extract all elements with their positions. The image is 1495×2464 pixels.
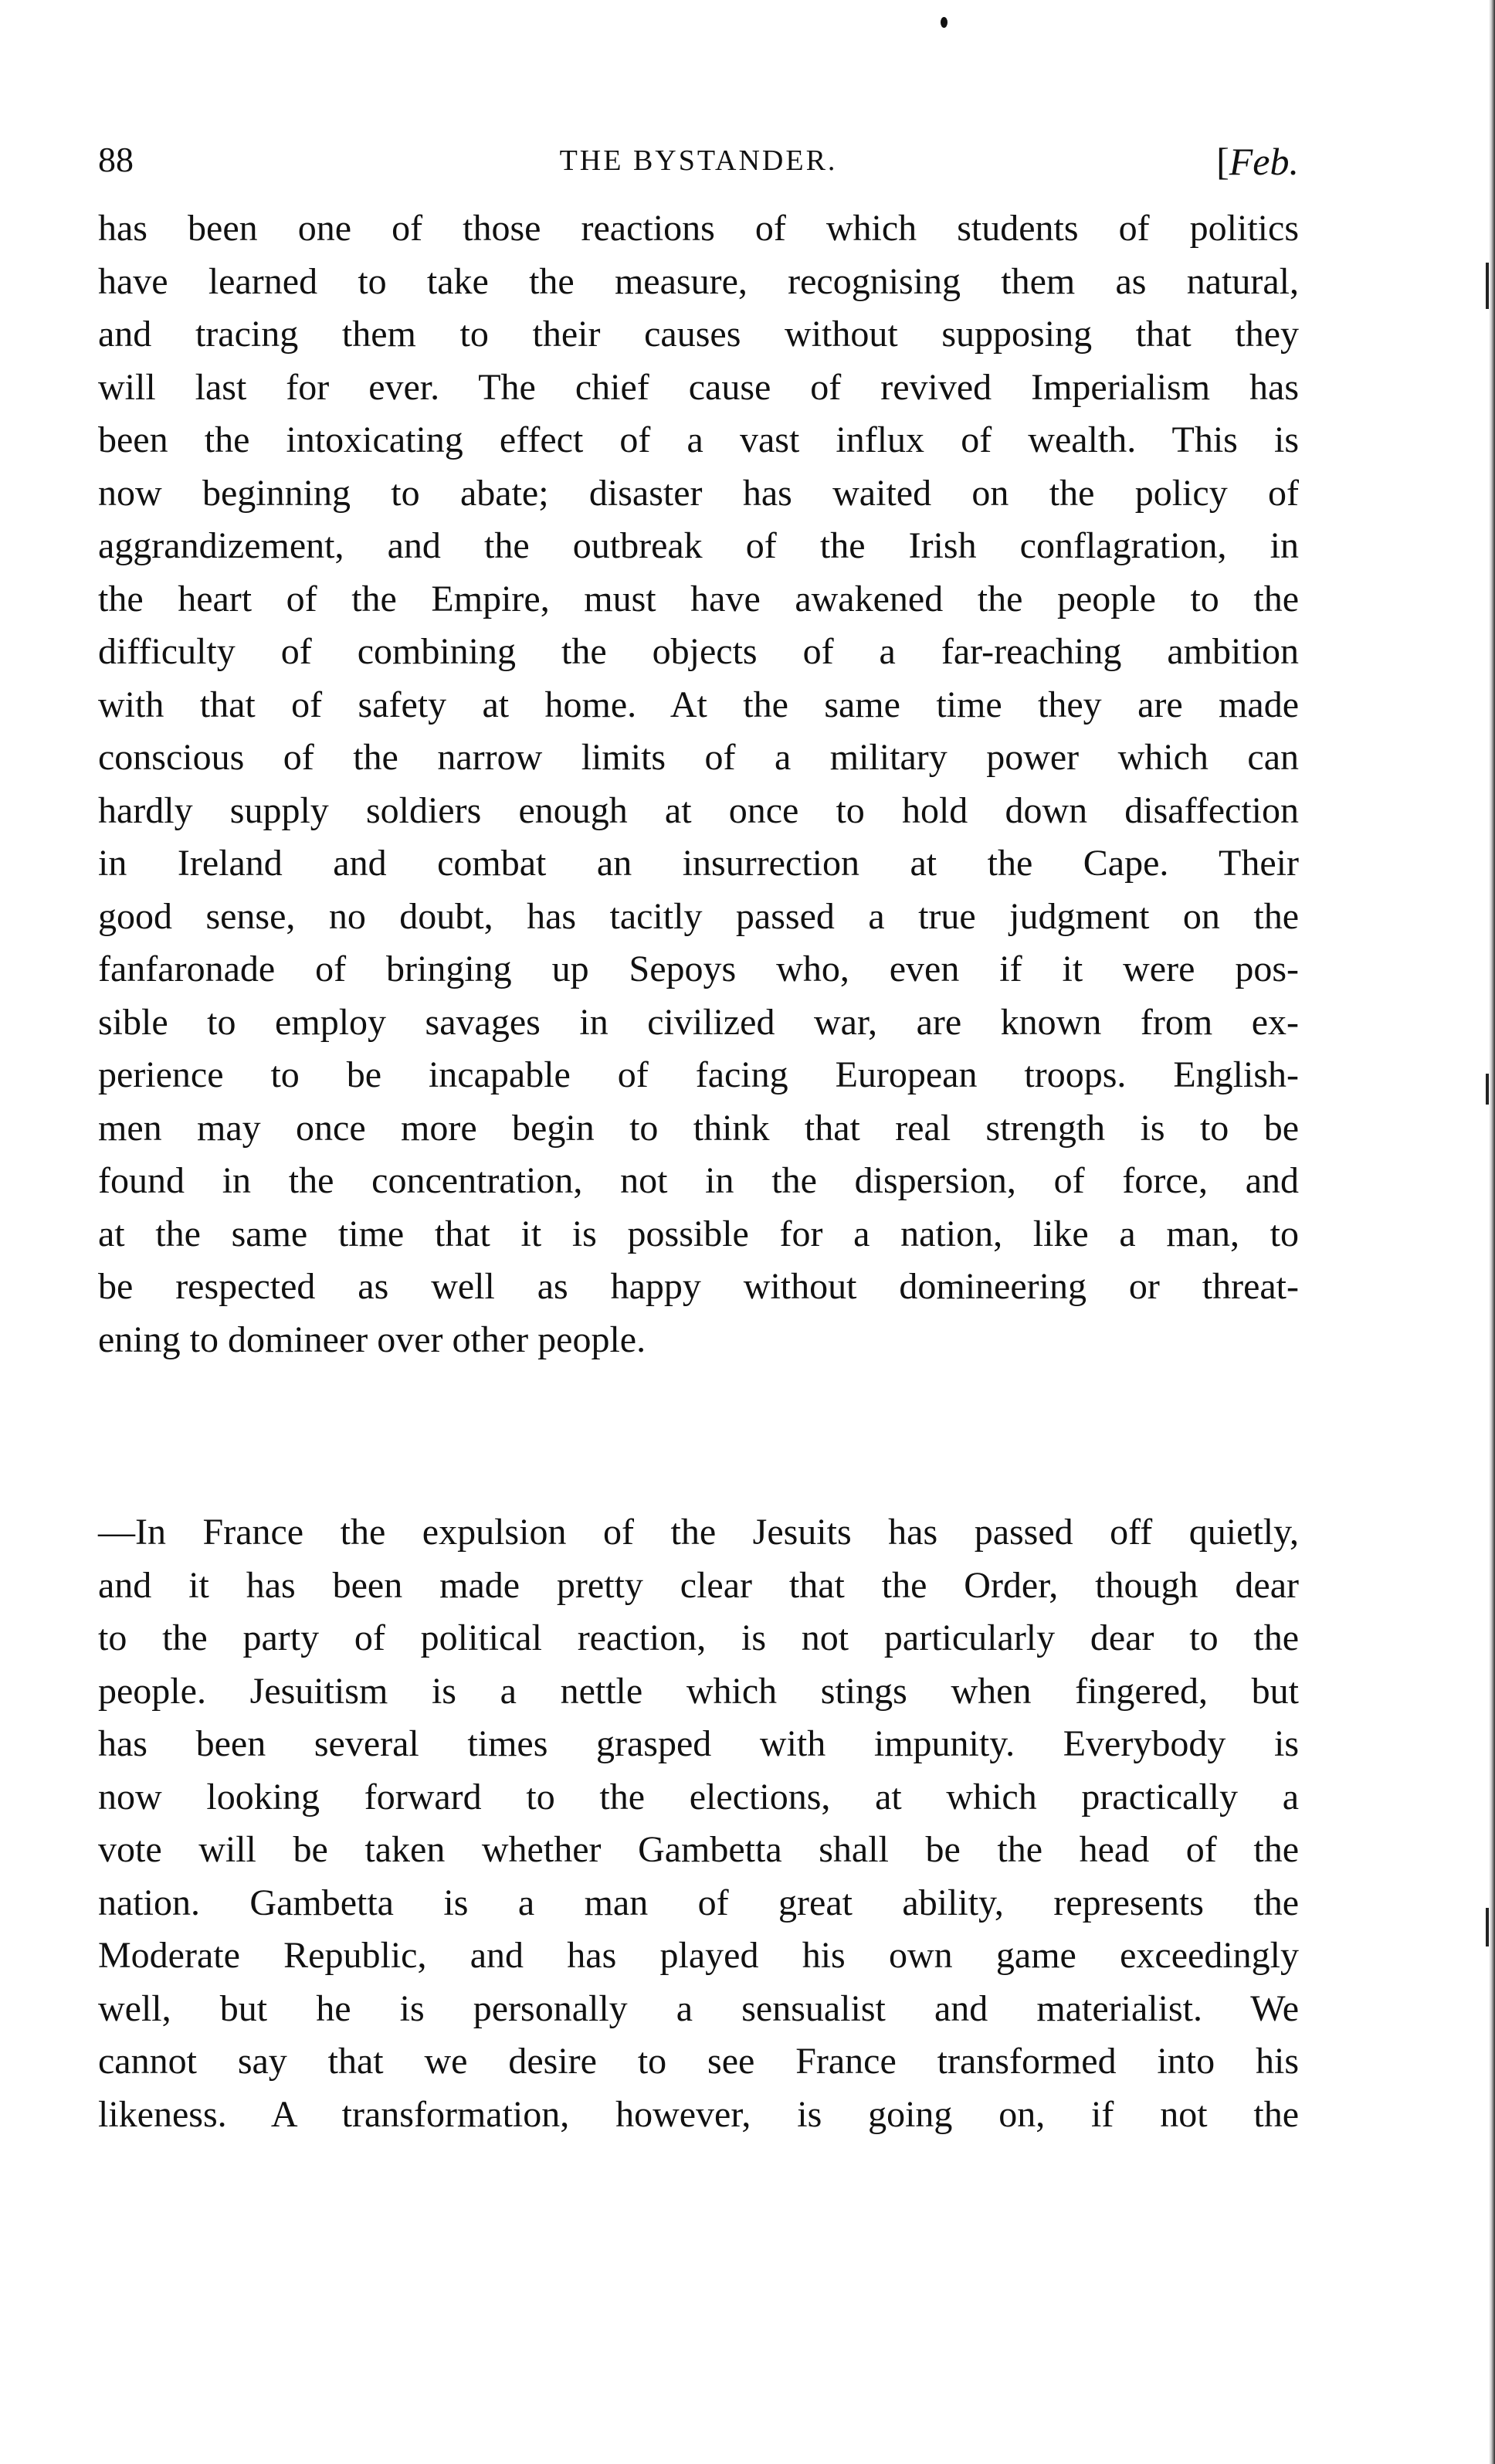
text-line: at the same time that it is possible for a nation, like a man, to — [98, 1213, 1299, 1254]
paragraph-france — [98, 1506, 1299, 2141]
text-line: and it has been made pretty clear that the Order, though dear — [98, 1564, 1299, 1606]
text-line: conscious of the narrow limits of a military power which can — [98, 737, 1299, 778]
page-number: 88 — [98, 140, 134, 179]
edge-mark — [1486, 263, 1489, 309]
text-line: the heart of the Empire, must have awakened the people to the — [98, 578, 1299, 619]
text-line: men may once more begin to think that real strength is to be — [98, 1107, 1299, 1149]
text-line: have learned to take the measure, recognising them as natural, — [98, 260, 1299, 302]
date-month: Feb. — [1229, 140, 1299, 183]
ink-dot — [941, 17, 948, 28]
text-line: hardly supply soldiers enough at once to hold down disaffection — [98, 789, 1299, 831]
text-line: sible to employ savages in civilized war, are known from ex- — [98, 1001, 1299, 1043]
text-line: fanfaronade of bringing up Sepoys who, even if it were pos- — [98, 949, 1299, 989]
text-line: will last for ever. The chief cause of revived Imperialism has — [98, 366, 1299, 408]
text-line: nation. Gambetta is a man of great ability, represents the — [98, 1882, 1299, 1923]
text-line: cannot say that we desire to see France transformed into his — [98, 2041, 1299, 2082]
running-header — [98, 139, 1299, 193]
text-line: Moderate Republic, and has played his own game exceedingly — [98, 1935, 1299, 1976]
text-line: difficulty of combining the objects of a far-reaching ambition — [98, 631, 1299, 672]
date-mark — [1216, 139, 1299, 184]
text-line: likeness. A transformation, however, is going on, if not the — [98, 2093, 1299, 2135]
text-line: now beginning to abate; disaster has waited on the policy of — [98, 472, 1299, 514]
text-line: vote will be taken whether Gambetta shall be the head of the — [98, 1829, 1299, 1870]
paragraph-imperialism — [98, 202, 1299, 1366]
text-line: to the party of political reaction, is not particularly dear to the — [98, 1617, 1299, 1658]
text-line: now looking forward to the elections, at which practically a — [98, 1776, 1299, 1817]
text-line: found in the concentration, not in the dispersion, of force, and — [98, 1160, 1299, 1201]
edge-mark — [1486, 1074, 1489, 1105]
text-line: has been one of those reactions of which students of politics — [98, 208, 1299, 249]
date-bracket: [ — [1216, 140, 1229, 183]
text-line: in Ireland and combat an insurrection at the Cape. Their — [98, 843, 1299, 884]
text-line: good sense, no doubt, has tacitly passed a true judgment on the — [98, 895, 1299, 937]
text-line: —In France the expulsion of the Jesuits has passed off quietly, — [98, 1512, 1299, 1553]
page-edge-shadow — [1489, 0, 1495, 2464]
text-line: well, but he is personally a sensualist and materialist. We — [98, 1987, 1299, 2029]
text-line: perience to be incapable of facing European troops. English- — [98, 1054, 1299, 1095]
text-line: people. Jesuitism is a nettle which stings when fingered, but — [98, 1670, 1299, 1712]
text-line: ening to domineer over other people. — [98, 1319, 646, 1360]
edge-mark — [1486, 1908, 1489, 1946]
text-line: aggrandizement, and the outbreak of the Irish conflagration, in — [98, 525, 1299, 566]
text-line: with that of safety at home. At the same time they are made — [98, 684, 1299, 725]
text-line: been the intoxicating effect of a vast influx of wealth. This is — [98, 419, 1299, 460]
text-line: has been several times grasped with impunity. Everybody is — [98, 1723, 1299, 1764]
text-line: and tracing them to their causes without supposing that they — [98, 314, 1299, 355]
running-title: THE BYSTANDER. — [559, 144, 838, 177]
text-line: be respected as well as happy without domineering or threat- — [98, 1266, 1299, 1307]
